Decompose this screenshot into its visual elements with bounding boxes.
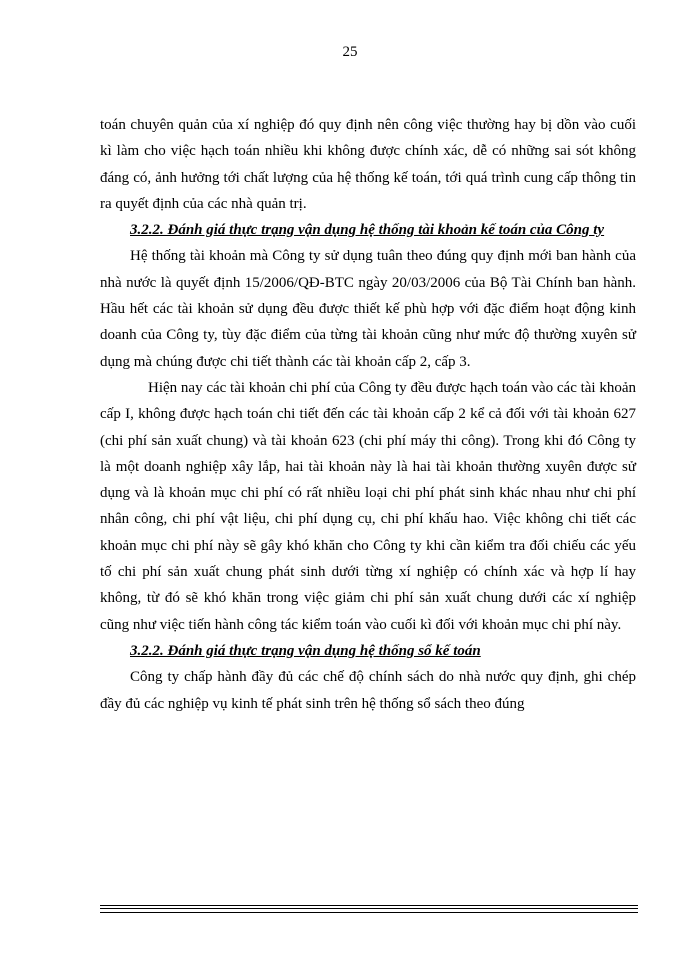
paragraph-ledger-system: Công ty chấp hành đầy đủ các chế độ chính sách do nhà nước quy định, ghi chép đầy đủ các nghiệp vụ kinh tế phát sinh trên hệ thống sổ sách theo đúng [100, 669, 636, 712]
paragraph-cost-accounts: Hiện nay các tài khoản chi phí của Công ty đều được hạch toán vào các tài khoản cấp I, không được hạch toán chi tiết đến các tài khoản cấp 2 kể cả đối với tài khoản 627 (chi phí sản xuất chung) và tài khoản 623 (chi phí máy thi công). Trong khi đó Công ty là một doanh nghiệp xây lắp, hai tài khoản này là hai tài khoản thường xuyên được sử dụng và là khoản mục chi phí có rất nhiều loại chi phí phát sinh khác nhau như chi phí nhân công, chi phí vật liệu, chi phí dụng cụ, chi phí khấu hao. Việc không chi tiết các khoản mục chi phí này sẽ gây khó khăn cho Công ty khi cần kiểm tra đối chiếu các yếu tố chi phí sản xuất chung phát sinh dưới từng xí nghiệp có chính xác và hợp lí hay không, từ đó sẽ khó khăn trong việc giảm chi phí sản xuất chung dưới các xí nghiệp cũng như việc tiến hành công tác kiểm toán vào cuối kì đối với khoản mục chi phí này. [100, 379, 636, 633]
section-heading-ledgers-text: 3.2.2. Đánh giá thực trạng vận dụng hệ thống sổ kế toán [130, 642, 481, 659]
document-body [100, 112, 636, 717]
section-heading-accounts-text: 3.2.2. Đánh giá thực trạng vận dụng hệ thống tài khoản kế toán của Công ty [130, 222, 605, 239]
section-heading-accounts [100, 217, 636, 243]
footer-divider [100, 905, 638, 913]
paragraph-continued: toán chuyên quản của xí nghiệp đó quy định nên công việc thường hay bị dồn vào cuối kì làm cho việc hạch toán nhiều khi không được chính xác, dễ có những sai sót không đáng có, ảnh hưởng tới chất lượng của hệ thống kế toán, tới quá trình cung cấp thông tin ra quyết định của các nhà quản trị. [100, 117, 636, 212]
paragraph-account-system: Hệ thống tài khoản mà Công ty sử dụng tuân theo đúng quy định mới ban hành của nhà nước là quyết định 15/2006/QĐ-BTC ngày 20/03/2006 của Bộ Tài Chính ban hành. Hầu hết các tài khoản sử dụng đều được thiết kế phù hợp với đặc điểm hoạt động kinh doanh của Công ty, tùy đặc điểm của từng tài khoản cũng như mức độ thường xuyên sử dụng mà chúng được chi tiết thành các tài khoản cấp 2, cấp 3. [100, 248, 636, 370]
section-heading-ledgers [100, 638, 636, 664]
page-number: 25 [342, 44, 358, 60]
